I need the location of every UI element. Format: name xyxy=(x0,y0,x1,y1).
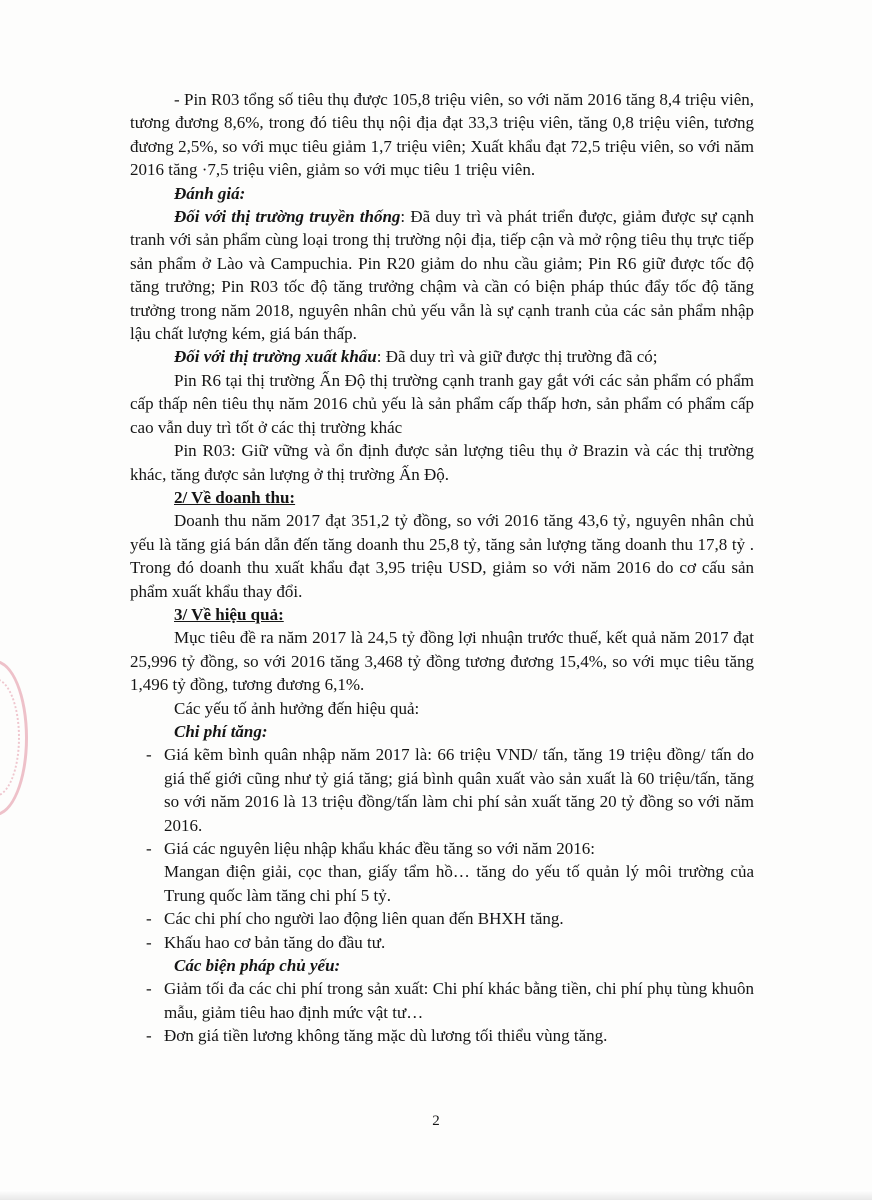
paragraph-efficiency: Mục tiêu đề ra năm 2017 là 24,5 tỷ đồng lợi nhuận trước thuế, kết quả năm 2017 đạt 25,996 tỷ đồng, so với 2016 tăng 3,468 tỷ đồng tương đương 15,4%, so với mục tiêu tăng 1,496 tỷ đồng, tương đương 6,1%. xyxy=(130,628,754,695)
section-heading-efficiency: 3/ Về hiệu quả: xyxy=(174,604,284,624)
subheading-main-measures: Các biện pháp chủ yếu: xyxy=(174,956,341,976)
subheading-cost-increase: Chi phí tăng: xyxy=(174,721,268,741)
paragraph-export-market xyxy=(130,345,754,368)
document-body xyxy=(130,88,754,1048)
bullet-dash: - xyxy=(146,909,152,929)
list-item-text: Khấu hao cơ bản tăng do đầu tư. xyxy=(164,932,386,952)
bullet-dash: - xyxy=(146,932,152,952)
export-market-heading: Đối với thị trường xuất khẩu xyxy=(174,347,377,367)
list-item-cost-2 xyxy=(130,837,754,860)
list-item-text: Giảm tối đa các chi phí trong sản xuất: Chi phí khác bằng tiền, chi phí phụ tùng khuôn mẫu, giảm tiêu hao định mức vật tư… xyxy=(164,979,754,1022)
traditional-market-text: : Đã duy trì và phát triển được, giảm được sự cạnh tranh với sản phẩm cùng loại trong thị trường nội địa, tiếp cận và mở rộng tiêu thụ trực tiếp sản phẩm ở Lào và Campuchia. Pin R20 giảm do nhu cầu giảm; Pin R6 giữ được tốc độ tăng trưởng; Pin R03 tốc độ tăng trưởng chậm và cần có biện pháp thúc đẩy tốc độ tăng trưởng trong năm 2018, nguyên nhân chủ yếu vẫn là sự cạnh tranh của các sản phẩm nhập lậu chất lượng kém, giá bán thấp. xyxy=(130,207,755,344)
bullet-dash: - xyxy=(146,745,152,765)
section-heading-revenue: 2/ Về doanh thu: xyxy=(174,487,296,507)
list-item-cost-3 xyxy=(130,907,754,930)
list-item-cost-1 xyxy=(130,743,754,837)
list-item-cost-4 xyxy=(130,931,754,954)
paragraph-r6-india: Pin R6 tại thị trường Ấn Độ thị trường cạnh tranh gay gắt với các sản phẩm có phẩm cấp thấp nên tiêu thụ năm 2016 chủ yếu là sản phẩm cấp thấp hơn, sản phẩm có phẩm cấp cao vẫn duy trì tốt ở các thị trường khác xyxy=(130,370,754,437)
list-item-text: Các chi phí cho người lao động liên quan đến BHXH tăng. xyxy=(164,909,564,929)
list-item-text: Giá kẽm bình quân nhập năm 2017 là: 66 triệu VND/ tấn, tăng 19 triệu đồng/ tấn do giá thế giới cũng như tỷ giá tăng; giá bình quân xuất vào sản xuất là 60 triệu/tấn, tăng so với năm 2016 là 13 triệu đồng/tấn làm chi phí sản xuất tăng 20 tỷ đồng so với năm 2016. xyxy=(164,745,754,835)
scan-edge-shadow xyxy=(0,1190,872,1200)
list-item-cost-2-continuation: Mangan điện giải, cọc than, giấy tẩm hồ… tăng do yếu tố quản lý môi trường của Trung quốc làm tăng chi phí 5 tỷ. xyxy=(164,862,754,905)
list-item-measure-1 xyxy=(130,977,754,1024)
paragraph-factors: Các yếu tố ảnh hưởng đến hiệu quả: xyxy=(174,698,420,718)
paragraph-r03-brazil: Pin R03: Giữ vững và ổn định được sản lượng tiêu thụ ở Brazin và các thị trường khác, tăng được sản lượng ở thị trường Ấn Độ. xyxy=(130,441,754,484)
bullet-dash: - xyxy=(146,1026,152,1046)
paragraph-r03-sales: - Pin R03 tổng số tiêu thụ được 105,8 triệu viên, so với năm 2016 tăng 8,4 triệu viên, tương đương 8,6%, trong đó tiêu thụ nội địa đạt 33,3 triệu viên, tăng 0,8 triệu viên, tương đương 2,5%, so với mục tiêu giảm 1,7 triệu viên; Xuất khẩu đạt 72,5 triệu viên, so với năm 2016 tăng ·7,5 triệu viên, giảm so với mục tiêu 1 triệu viên. xyxy=(130,90,754,180)
traditional-market-heading: Đối với thị trường truyền thống xyxy=(174,207,401,227)
bullet-dash: - xyxy=(146,839,152,858)
bullet-dash: - xyxy=(146,979,152,999)
list-item-measure-2 xyxy=(130,1024,754,1047)
list-item-text: Đơn giá tiền lương không tăng mặc dù lương tối thiểu vùng tăng. xyxy=(164,1026,608,1046)
page-number: 2 xyxy=(432,1113,440,1129)
section-heading-evaluation: Đánh giá: xyxy=(174,183,246,203)
list-item-text: Giá các nguyên liệu nhập khẩu khác đều tăng so với năm 2016: xyxy=(164,839,596,858)
paragraph-traditional-market xyxy=(130,205,754,345)
paragraph-revenue: Doanh thu năm 2017 đạt 351,2 tỷ đồng, so với 2016 tăng 43,6 tỷ, nguyên nhân chủ yếu là tăng giá bán dẫn đến tăng doanh thu 25,8 tỷ, tăng sản lượng tăng doanh thu 17,8 tỷ . Trong đó doanh thu xuất khẩu đạt 3,95 triệu USD, giảm so với năm 2016 do cơ cấu sản phẩm xuất khẩu thay đổi. xyxy=(130,511,754,601)
export-market-text: : Đã duy trì và giữ được thị trường đã có; xyxy=(376,347,658,367)
